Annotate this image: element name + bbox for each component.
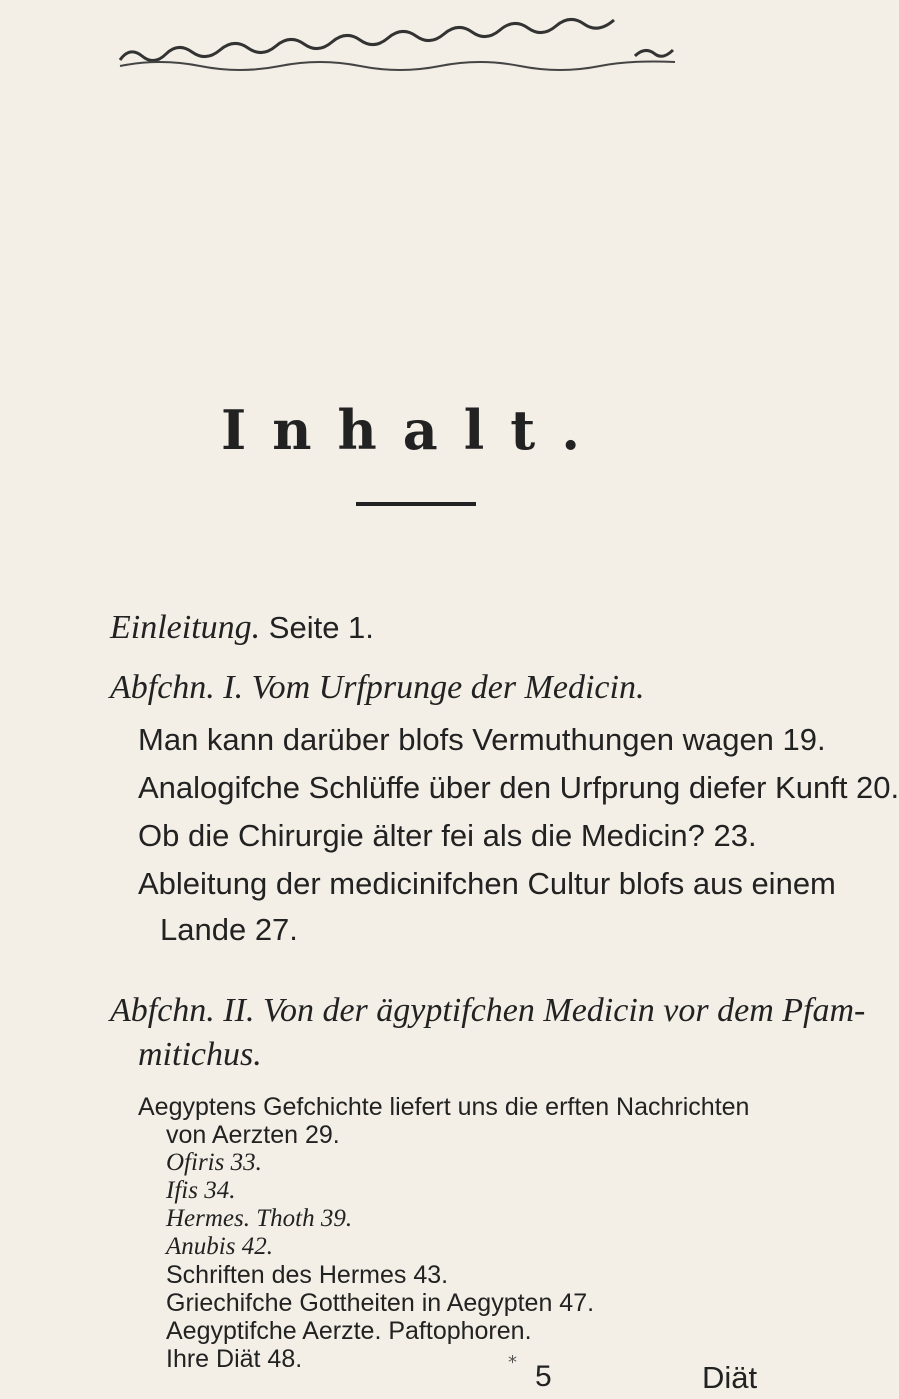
ornament-icon xyxy=(115,38,680,78)
toc-entry: Hermes. Thoth 39. xyxy=(166,1205,353,1232)
title-rule xyxy=(356,502,476,506)
toc-entry: Ifis 34. xyxy=(166,1177,236,1204)
toc-entry: Ofiris 33. xyxy=(166,1149,262,1176)
intro-line xyxy=(110,610,374,646)
section-2-heading-line2: mitichus. xyxy=(138,1036,262,1073)
section-1-heading: Abfchn. I. Vom Urfprunge der Medicin. xyxy=(110,669,645,706)
toc-entry: Schriften des Hermes 43. xyxy=(166,1261,449,1289)
toc-entry: Ob die Chirurgie älter fei als die Medicin? 23. xyxy=(138,818,757,853)
toc-entry: Aegyptens Gefchichte liefert uns die erften Nachrichten xyxy=(138,1093,750,1121)
toc-entry: Lande 27. xyxy=(160,912,298,947)
toc-entry: Aegyptifche Aerzte. Paftophoren. xyxy=(166,1317,532,1345)
intro-label: Einleitung. xyxy=(110,609,261,646)
top-ornament-border xyxy=(115,38,680,78)
toc-entry: Anubis 42. xyxy=(166,1233,273,1260)
intro-page-ref: Seite 1. xyxy=(268,610,374,645)
toc-entry: Ableitung der medicinifchen Cultur blofs aus einem xyxy=(138,866,836,901)
section-2-heading-line1: Abfchn. II. Von der ägyptifchen Medicin vor dem Pfam- xyxy=(110,992,866,1029)
toc-entry: von Aerzten 29. xyxy=(166,1121,340,1149)
toc-entry: Analogifche Schlüffe über den Urfprung diefer Kunft 20. xyxy=(138,770,899,805)
page-number: 5 xyxy=(535,1360,552,1393)
page-title: Inhalt. xyxy=(220,398,607,462)
toc-entry: Ihre Diät 48. xyxy=(166,1345,303,1373)
catchword: Diät xyxy=(702,1360,758,1395)
toc-entry: Griechifche Gottheiten in Aegypten 47. xyxy=(166,1289,595,1317)
toc-entry: Man kann darüber blofs Vermuthungen wagen 19. xyxy=(138,722,826,757)
signature-mark: * xyxy=(508,1352,517,1373)
